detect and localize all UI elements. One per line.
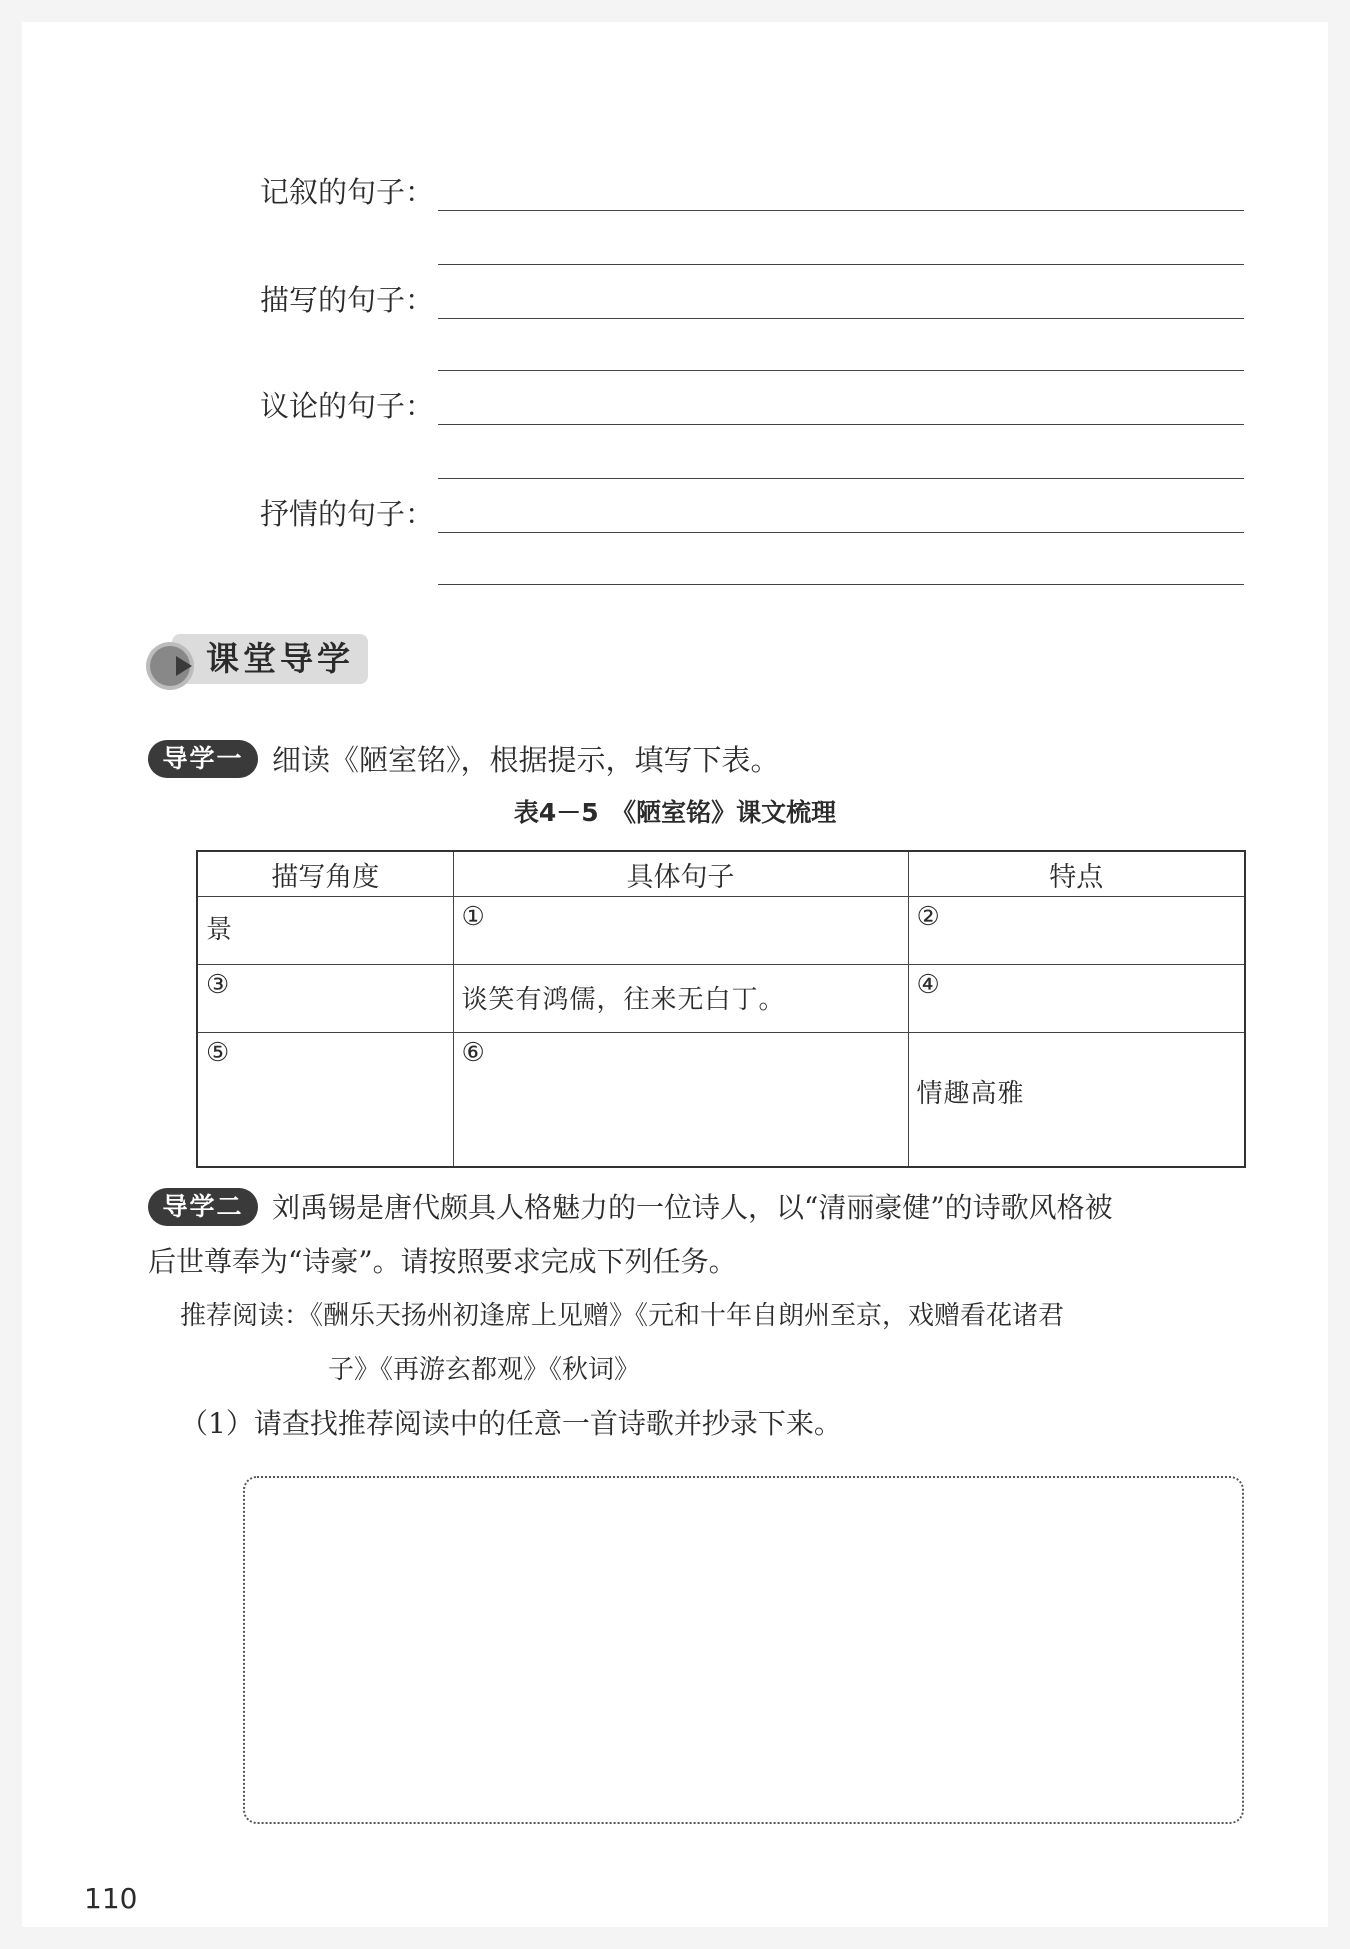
table-cell[interactable] — [453, 897, 908, 965]
answer-line[interactable] — [438, 210, 1244, 211]
recommended-reading-line1: 推荐阅读：《酬乐天扬州初逢席上见赠》《元和十年自朗州至京，戏赠看花诸君 — [180, 1301, 1065, 1331]
table-cell[interactable] — [197, 965, 453, 1033]
fill-label-description: 描写的句子： — [260, 283, 435, 317]
answer-line[interactable] — [438, 264, 1244, 265]
answer-line[interactable] — [438, 584, 1244, 585]
fill-label-narrative: 记叙的句子： — [260, 175, 435, 209]
poem-copy-area[interactable] — [243, 1476, 1244, 1824]
guide2-text-line2: 后世尊奉为“诗豪”。请按照要求完成下列任务。 — [148, 1245, 737, 1278]
recommended-reading-line2: 子》《再游玄都观》《秋词》 — [328, 1355, 641, 1385]
play-arrow-icon — [176, 656, 192, 676]
guide2-text-line1: 刘禹锡是唐代颇具人格魅力的一位诗人，以“清丽豪健”的诗歌风格被 — [272, 1191, 1113, 1224]
header-angle: 描写角度 — [197, 851, 453, 897]
lesson-sorting-table — [196, 850, 1246, 1168]
answer-line[interactable] — [438, 478, 1244, 479]
answer-line[interactable] — [438, 318, 1244, 319]
cell-number: ⑤ — [206, 1038, 230, 1069]
section-banner — [150, 630, 370, 688]
cell-number: ① — [461, 902, 485, 933]
table-row — [197, 897, 1245, 965]
fill-label-argument: 议论的句子： — [260, 389, 435, 423]
table-row — [197, 965, 1245, 1033]
answer-line[interactable] — [438, 424, 1244, 425]
cell-text: 景 — [206, 915, 234, 946]
table-cell[interactable] — [908, 897, 1245, 965]
table-cell[interactable] — [908, 1033, 1245, 1167]
header-feature: 特点 — [908, 851, 1245, 897]
table-cell[interactable] — [453, 1033, 908, 1167]
cell-number: ② — [916, 902, 940, 933]
table-cell[interactable] — [197, 897, 453, 965]
guide1-instruction: 细读《陋室铭》，根据提示，填写下表。 — [272, 743, 780, 777]
answer-line[interactable] — [438, 370, 1244, 371]
fill-label-lyric: 抒情的句子： — [260, 497, 435, 531]
table-caption: 表4－5 《陋室铭》课文梳理 — [513, 798, 837, 827]
header-sentence: 具体句子 — [453, 851, 908, 897]
table-row — [197, 1033, 1245, 1167]
task1-prompt: （1）请查找推荐阅读中的任意一首诗歌并抄录下来。 — [180, 1407, 842, 1440]
cell-text: 谈笑有鸿儒，往来无白丁。 — [461, 985, 786, 1016]
table-cell[interactable] — [908, 965, 1245, 1033]
cell-number: ⑥ — [461, 1038, 485, 1069]
cell-number: ③ — [206, 970, 230, 1001]
section-title: 课堂导学 — [206, 639, 354, 678]
table-cell[interactable] — [453, 965, 908, 1033]
page-number: 110 — [84, 1882, 138, 1915]
table-cell[interactable] — [197, 1033, 453, 1167]
guide1-badge: 导学一 — [148, 740, 258, 778]
guide2-badge: 导学二 — [148, 1188, 258, 1226]
table-header-row — [197, 851, 1245, 897]
cell-text: 情趣高雅 — [916, 1079, 1025, 1110]
cell-number: ④ — [916, 970, 940, 1001]
answer-line[interactable] — [438, 532, 1244, 533]
